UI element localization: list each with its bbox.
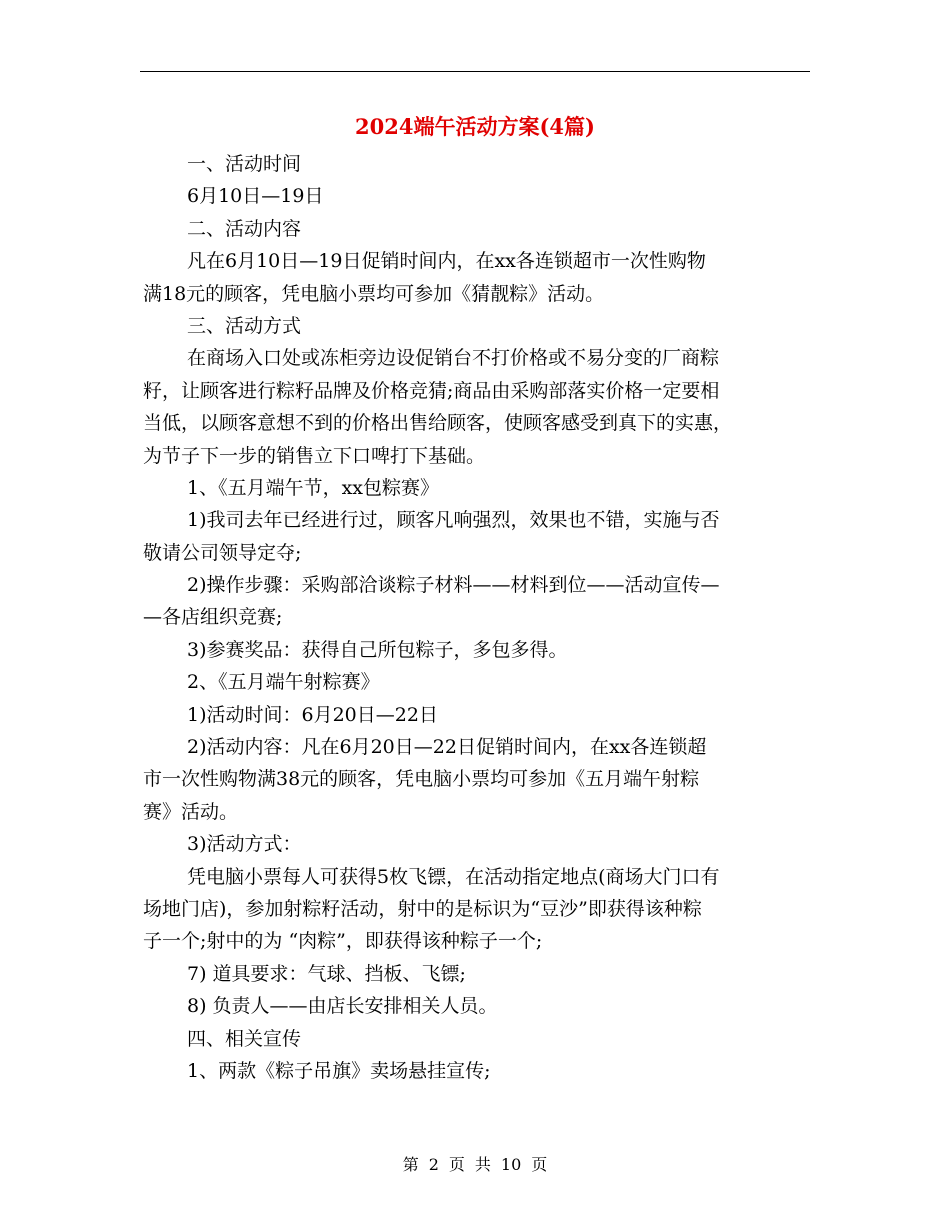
text-line: 籽，让顾客进行粽籽品牌及价格竞猜;商品由采购部落实价格一定要相 xyxy=(143,379,720,402)
text-line: 3)参赛奖品：获得自己所包粽子，多包多得。 xyxy=(187,638,568,661)
footer-total-pages: 10 xyxy=(500,1155,522,1174)
text-line: 8) 负责人——由店长安排相关人员。 xyxy=(187,995,498,1018)
text-line: 1、两款《粽子吊旗》卖场悬挂宣传; xyxy=(187,1059,491,1082)
text-line: 满18元的顾客，凭电脑小票均可参加《猜靓粽》活动。 xyxy=(143,282,605,305)
page-footer xyxy=(0,1153,950,1177)
text-line: 敬请公司领导定夺; xyxy=(143,541,302,564)
text-line: 7) 道具要求：气球、挡板、飞镖; xyxy=(187,962,466,985)
text-line: 凭电脑小票每人可获得5枚飞镖，在活动指定地点(商场大门口有 xyxy=(187,865,720,888)
document-body xyxy=(143,148,811,1087)
text-line: 3)活动方式： xyxy=(187,833,302,856)
text-line: 市一次性购物满38元的顾客，凭电脑小票均可参加《五月端午射粽 xyxy=(143,768,700,791)
text-line: 三、活动方式 xyxy=(187,314,302,337)
text-line: 2)操作步骤：采购部洽谈粽子材料——材料到位——活动宣传— xyxy=(187,574,720,597)
text-line: 当低，以顾客意想不到的价格出售给顾客，使顾客感受到真下的实惠， xyxy=(143,412,733,435)
text-line: 6月10日—19日 xyxy=(187,185,324,208)
text-line: 一、活动时间 xyxy=(187,153,302,175)
header-rule xyxy=(140,71,810,72)
footer-suffix: 页 xyxy=(531,1155,548,1174)
text-line: 1)活动时间：6月20日—22日 xyxy=(187,703,438,726)
text-line: 四、相关宣传 xyxy=(187,1027,302,1050)
text-line: 凡在6月10日—19日促销时间内，在xx各连锁超市一次性购物 xyxy=(187,250,706,273)
footer-prefix: 第 xyxy=(402,1155,419,1174)
text-line: 子一个;射中的为 “肉粽”，即获得该种粽子一个; xyxy=(143,930,543,953)
document-title: 2024端午活动方案(4篇) xyxy=(355,114,595,139)
text-line: 赛》活动。 xyxy=(143,800,239,823)
text-line: 2、《五月端午射粽赛》 xyxy=(187,671,380,694)
footer-page-number: 2 xyxy=(428,1155,439,1174)
text-line: 场地门店)，参加射粽籽活动，射中的是标识为“豆沙”即获得该种粽 xyxy=(143,897,702,920)
footer-total-word: 共 xyxy=(474,1155,491,1174)
text-line: 为节子下一步的销售立下口啤打下基础。 xyxy=(143,444,486,467)
text-line: —各店组织竞赛; xyxy=(143,606,283,629)
text-line: 在商场入口处或冻柜旁边设促销台不打价格或不易分变的厂商粽 xyxy=(187,347,720,370)
text-line: 2)活动内容：凡在6月20日—22日促销时间内，在xx各连锁超 xyxy=(187,736,707,759)
text-line: 1)我司去年已经进行过，顾客凡响强烈，效果也不错，实施与否 xyxy=(187,509,720,532)
footer-page-word: 页 xyxy=(448,1155,465,1174)
text-line: 1、《五月端午节，xx包粽赛》 xyxy=(187,476,440,499)
text-line: 二、活动内容 xyxy=(187,217,302,240)
